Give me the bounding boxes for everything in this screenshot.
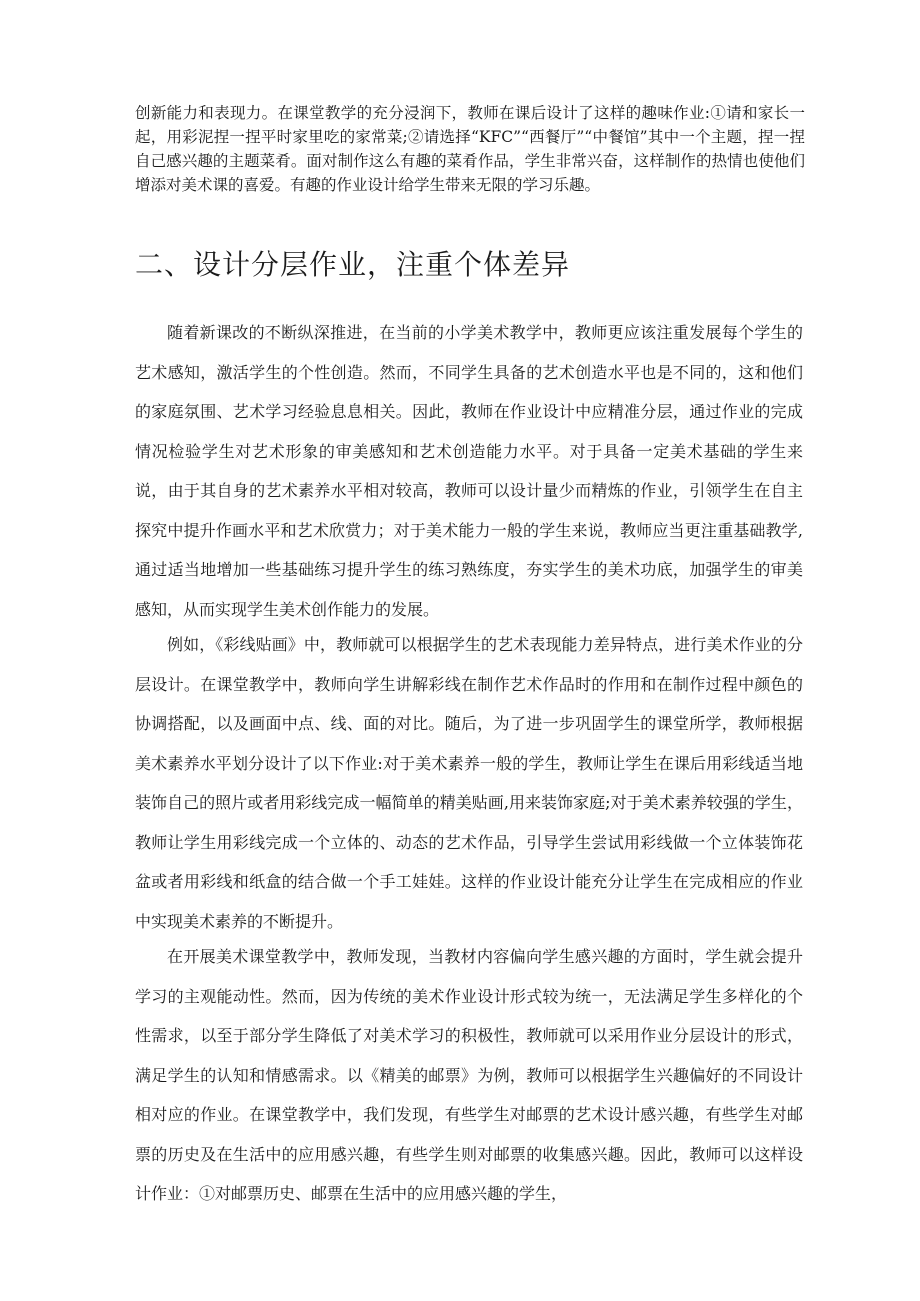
body-paragraph-3: 在开展美术课堂教学中，教师发现，当教材内容偏向学生感兴趣的方面时，学生就会提升学习的主观能动性。然而，因为传统的美术作业设计形式较为统一，无法满足学生多样化的个性需求，以至于部分学生降低了对美术学习的积极性，教师就可以采用作业分层设计的形式，满足学生的认知和情感需求。以《精美的邮票》为例，教师可以根据学生兴趣偏好的不同设计相对应的作业。在课堂教学中，我们发现，有些学生对邮票的艺术设计感兴趣，有些学生对邮票的历史及在生活中的应用感兴趣，有些学生则对邮票的收集感兴趣。因此，教师可以这样设计作业：①对邮票历史、邮票在生活中的应用感兴趣的学生， xyxy=(135,947,803,1203)
body-paragraph-2: 例如，《彩线贴画》中，教师就可以根据学生的艺术表现能力差异特点，进行美术作业的分层设计。在课堂教学中，教师向学生讲解彩线在制作艺术作品时的作用和在制作过程中颜色的协调搭配，以及画面中点、线、面的对比。随后，为了进一步巩固学生的课堂所学，教师根据美术素养水平划分设计了以下作业:对于美术素养一般的学生，教师让学生在课后用彩线适当地装饰自己的照片或者用彩线完成一幅简单的精美贴画,用来装饰家庭;对于美术素养较强的学生，教师让学生用彩线完成一个立体的、动态的艺术作品，引导学生尝试用彩线做一个立体装饰花盆或者用彩线和纸盒的结合做一个手工娃娃。这样的作业设计能充分让学生在完成相应的作业中实现美术素养的不断提升。 xyxy=(135,635,803,931)
body-paragraph-1: 随着新课改的不断纵深推进，在当前的小学美术教学中，教师更应该注重发展每个学生的艺术感知，激活学生的个性创造。然而，不同学生具备的艺术创造水平也是不同的，这和他们的家庭氛围、艺术学习经验息息相关。因此，教师在作业设计中应精准分层，通过作业的完成情况检验学生对艺术形象的审美感知和艺术创造能力水平。对于具备一定美术基础的学生来说，由于其自身的艺术素养水平相对较高，教师可以设计量少而精炼的作业，引领学生在自主探究中提升作画水平和艺术欣赏力；对于美术能力一般的学生来说，教师应当更注重基础教学,通过适当地增加一些基础练习提升学生的练习熟练度，夯实学生的美术功底，加强学生的审美感知，从而实现学生美术创作能力的发展。 xyxy=(135,323,803,619)
intro-paragraph: 创新能力和表现力。在课堂教学的充分浸润下，教师在课后设计了这样的趣味作业:①请和家长一起，用彩泥捏一捏平时家里吃的家常菜;②请选择“KFC”“西餐厅”“中餐馆”其中一个主题，捏一捏自己感兴趣的主题菜肴。面对制作这么有趣的菜肴作品，学生非常兴奋，这样制作的热情也使他们增添对美术课的喜爱。有趣的作业设计给学生带来无限的学习乐趣。 xyxy=(135,104,805,194)
section-heading: 二、设计分层作业，注重个体差异 xyxy=(135,248,571,281)
